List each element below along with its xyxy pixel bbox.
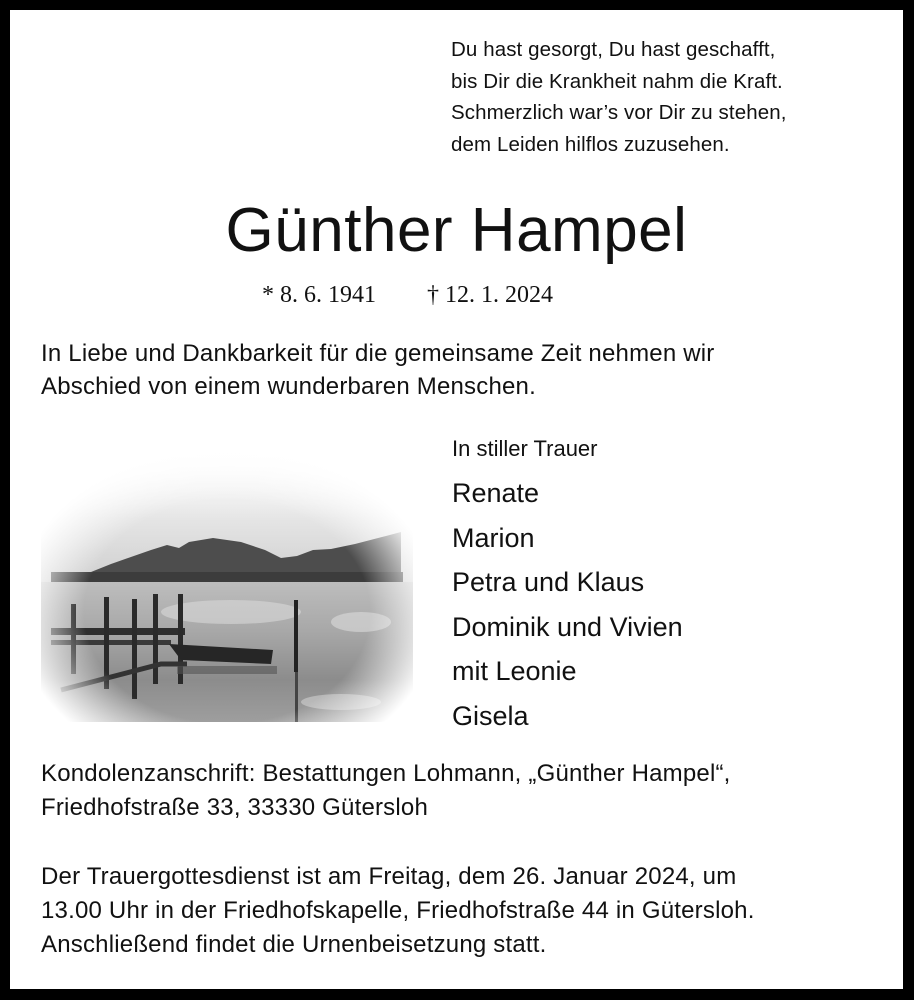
poem-line: dem Leiden hilflos zuzusehen. xyxy=(451,132,730,156)
mourner-name: Dominik und Vivien xyxy=(452,611,683,642)
mourners-list xyxy=(452,434,683,738)
intro-line: Abschied von einem wunderbaren Menschen. xyxy=(41,373,536,400)
poem-line: Du hast gesorgt, Du hast geschafft, xyxy=(451,38,776,61)
deceased-name: Günther Hampel xyxy=(225,196,688,265)
intro-line: In Liebe und Dankbarkeit für die gemeinsame Zeit nehmen wir xyxy=(41,340,715,367)
mourner-name: Petra und Klaus xyxy=(452,567,645,597)
obituary-notice xyxy=(10,10,903,989)
birth-date: * 8. 6. 1941 xyxy=(262,282,376,308)
service-line: Anschließend findet die Urnenbeisetzung statt. xyxy=(41,931,547,958)
condolence-address xyxy=(41,757,731,824)
funeral-service-info xyxy=(41,860,755,962)
mourner-name: Marion xyxy=(452,522,535,553)
mourner-name: Renate xyxy=(452,478,540,508)
condolence-line: Friedhofstraße 33, 33330 Gütersloh xyxy=(41,793,429,821)
life-dates xyxy=(262,280,553,310)
service-line: 13.00 Uhr in der Friedhofskapelle, Friedhofstraße 44 in Gütersloh. xyxy=(41,897,755,924)
condolence-line: Kondolenzanschrift: Bestattungen Lohmann, „Günther Hampel“, xyxy=(41,760,731,787)
poem-line: Schmerzlich war’s vor Dir zu stehen, xyxy=(451,101,787,124)
mourner-name: mit Leonie xyxy=(452,656,577,686)
lake-photo xyxy=(41,432,413,722)
lake-jetty-image xyxy=(41,432,413,722)
poem-line: bis Dir die Krankheit nahm die Kraft. xyxy=(451,69,783,93)
mourning-label: In stiller Trauer xyxy=(452,436,598,461)
death-date: † 12. 1. 2024 xyxy=(427,282,553,308)
service-line: Der Trauergottesdienst ist am Freitag, dem 26. Januar 2024, um xyxy=(41,863,737,890)
mourner-name: Gisela xyxy=(452,700,529,731)
poem xyxy=(451,34,787,160)
intro-text xyxy=(41,337,891,403)
